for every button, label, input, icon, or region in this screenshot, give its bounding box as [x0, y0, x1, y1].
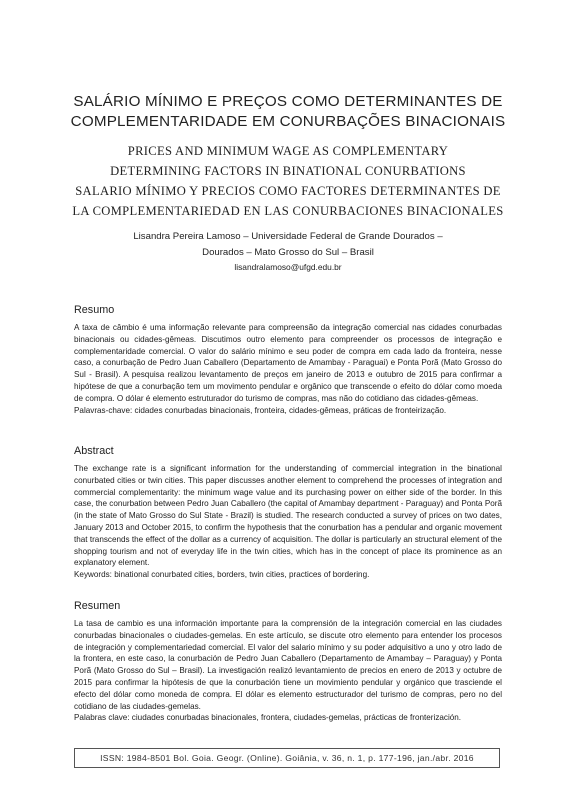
title-en-line-2: DETERMINING FACTORS IN BINATIONAL CONURBATIONS: [110, 164, 466, 178]
resumen-body: La tasa de cambio es una información importante para la comprensión de la integración comercial en las ciudades conurbadas binacionales o ciudades-gemelas. En este artículo, se discute otro elemento para entender los procesos de integración y complementariedad comercial. El valor del salario mínimo y su poder adquisitivo a uno y otro lado de la frontera, en este caso, la conurbación de Pedro Juan Caballero (Departamento de Amambay – Paraguay) y Ponta Porã (Mato Grosso do Sul – Brasil). La investigación realizó levantamiento de precios en enero de 2013 y octubre de 2015 para confirmar la hipótesis de que la conurbación tiene un movimiento pendular y orgánico que trasciende el efecto del dólar como moneda de compra. El dólar es elemento estructurador del turismo de compras, pero no del cotidiano de las ciudades-gemelas.: [74, 619, 502, 711]
resumen-heading: Resumen: [74, 600, 121, 612]
title-es-line-2: LA COMPLEMENTARIEDAD EN LAS CONURBACIONES BINACIONALES: [72, 204, 504, 218]
resumo-heading: Resumo: [74, 304, 115, 316]
resumen-section: [74, 599, 502, 724]
title-en-line-1: PRICES AND MINIMUM WAGE AS COMPLEMENTARY: [127, 144, 449, 158]
abstract-section: [74, 444, 502, 581]
resumo-section: [74, 303, 502, 416]
resumen-keywords: Palabras clave: ciudades conurbadas binacionales, frontera, ciudades-gemelas, prácticas de fronterización.: [74, 713, 462, 723]
author-line-2: Dourados – Mato Grosso do Sul – Brasil: [202, 247, 374, 258]
title-english: [50, 141, 526, 181]
author-email[interactable]: lisandralamoso@ufgd.edu.br: [234, 262, 342, 272]
resumo-keywords: Palavras-chave: cidades conurbadas binacionais, fronteira, cidades-gêmeas, práticas de fronteirização.: [74, 405, 447, 415]
title-portuguese: [60, 92, 516, 132]
journal-citation-footer: ISSN: 1984-8501 Bol. Goia. Geogr. (Online). Goiânia, v. 36, n. 1, p. 177-196, jan./abr. 2016: [74, 748, 500, 768]
author-affiliation: [90, 229, 486, 261]
abstract-heading: Abstract: [74, 445, 114, 457]
title-pt-line-2: COMPLEMENTARIDADE EM CONURBAÇÕES BINACIONAIS: [70, 113, 506, 130]
abstract-body: The exchange rate is a significant information for the understanding of commercial integration in the binational conurbated cities or twin cities. This paper discusses another element to comprehend the processes of integration and commercial complementarity: the minimum wage value and its purchasing power on either side of the border. In this case, the conurbation between Pedro Juan Caballero (the capital of Amambay department - Paraguay) and Ponta Porã (in the state of Mato Grosso do Sul State - Brazil) is studied. The research conducted a survey of prices on two dates, January 2013 and October 2015, to confirm the hypothesis that the conurbation has a pendular and organic movement that transcends the effect of the dollar as a currency of acquisition. The dollar is particularly an structural element of the shopping tourism and not of everyday life in the twin cities, which has in the concept of place its prominence as an explanatory element.: [74, 464, 502, 568]
title-es-line-1: SALARIO MÍNIMO Y PRECIOS COMO FACTORES DETERMINANTES DE: [75, 184, 501, 198]
resumo-body: A taxa de câmbio é uma informação relevante para compreensão da integração comercial nas cidades conurbadas binacionais ou cidades-gêmeas. Discutimos outro elemento para compreender os processos de integração e complementaridade comercial. O valor do salário mínimo e seu poder de compra em cada lado da fronteira, nesse caso, a conurbação de Pedro Juan Caballero (Departamento de Amambay - Paraguai) e Ponta Porã (Mato Grosso do Sul - Brasil). A pesquisa realizou levantamento de preços em janeiro de 2013 e outubro de 2015 para confirmar a hipótese de que a conurbação tem um movimento pendular e orgânico que transcende o efeito do dólar como moeda de compra. O dólar é elemento estruturador do turismo de compras, mas não do cotidiano das cidades-gêmeas.: [74, 323, 502, 403]
title-pt-line-1: SALÁRIO MÍNIMO E PREÇOS COMO DETERMINANTES DE: [73, 93, 503, 110]
author-line-1: Lisandra Pereira Lamoso – Universidade Federal de Grande Dourados –: [133, 231, 443, 242]
title-spanish: [50, 181, 526, 221]
abstract-keywords: Keywords: binational conurbated cities, borders, twin cities, practices of bordering.: [74, 570, 370, 580]
